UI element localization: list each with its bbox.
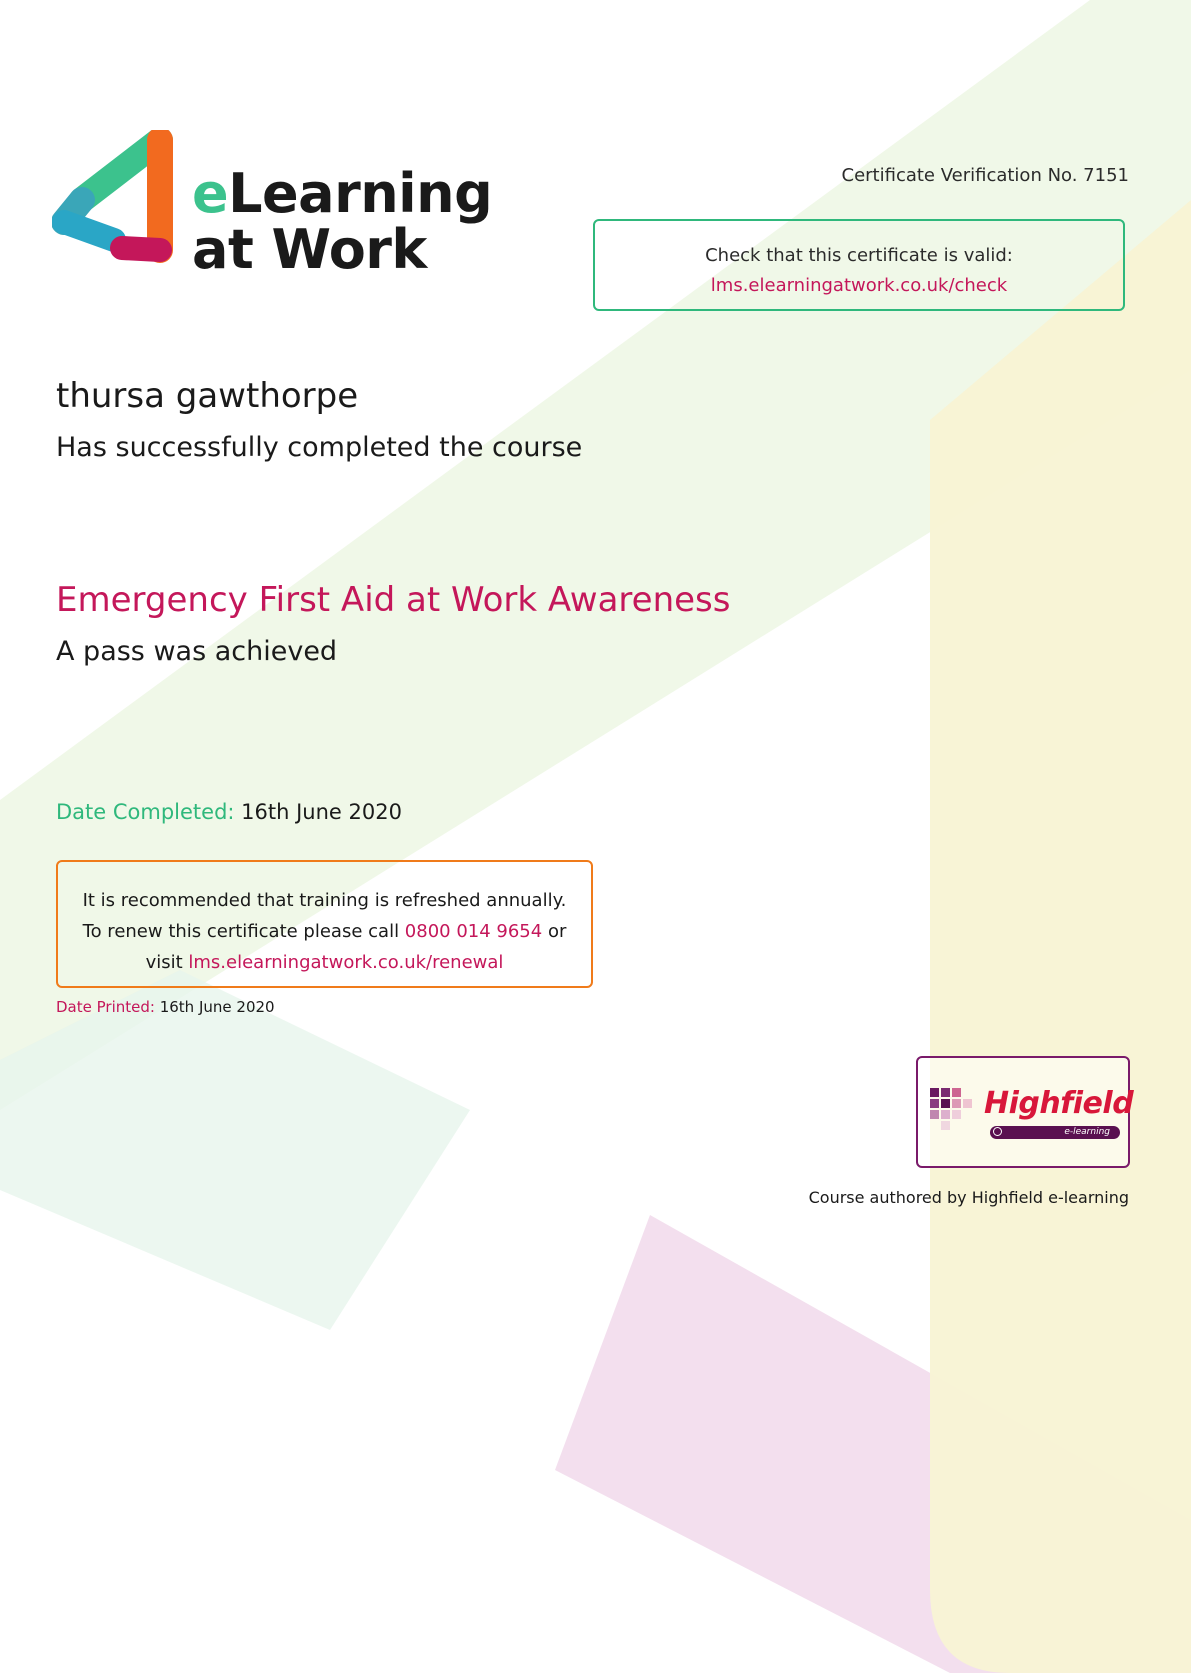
certificate-verification-number: Certificate Verification No. 7151	[841, 165, 1129, 186]
elearning-at-work-logo	[52, 130, 512, 290]
completion-statement: Has successfully completed the course	[56, 432, 583, 463]
course-result: A pass was achieved	[56, 636, 338, 667]
highfield-subtitle: e-learning	[1064, 1127, 1110, 1137]
renewal-phone-number[interactable]: 0800 014 9654	[404, 921, 543, 942]
highfield-subbar	[990, 1126, 1120, 1139]
course-author-caption: Course authored by Highfield e-learning	[808, 1188, 1129, 1207]
course-title: Emergency First Aid at Work Awareness	[56, 580, 731, 620]
highfield-wordmark: Highfield	[984, 1086, 1134, 1121]
renewal-url[interactable]: lms.elearningatwork.co.uk/renewal	[188, 952, 504, 973]
recipient-name: thursa gawthorpe	[56, 376, 359, 416]
renewal-line-3	[58, 947, 591, 978]
logo-wordmark	[192, 162, 493, 281]
renewal-box	[56, 860, 593, 988]
logo-learning-word: Learning	[228, 162, 493, 225]
date-completed-label: Date Completed:	[56, 800, 235, 824]
logo-e-letter: e	[192, 162, 229, 225]
date-completed	[56, 800, 402, 824]
date-completed-value: 16th June 2020	[241, 800, 402, 824]
highfield-logo-box	[916, 1056, 1134, 1168]
verification-box	[593, 219, 1125, 311]
date-printed-label: Date Printed:	[56, 998, 155, 1016]
logo-mark-icon	[52, 130, 182, 290]
renewal-line-2-suffix: or	[542, 921, 567, 942]
renewal-line-2	[58, 916, 591, 947]
verification-check-label: Check that this certificate is valid:	[705, 245, 1013, 266]
copyright-icon	[993, 1127, 1002, 1136]
highfield-grid-icon	[930, 1088, 976, 1134]
date-printed-value: 16th June 2020	[159, 998, 275, 1016]
renewal-line-2-prefix: To renew this certificate please call	[82, 921, 405, 942]
logo-at-work-word: at Work	[192, 218, 427, 281]
date-printed	[56, 998, 275, 1016]
renewal-line-3-prefix: visit	[145, 952, 189, 973]
verification-check-url[interactable]: lms.elearningatwork.co.uk/check	[710, 275, 1008, 296]
renewal-line-1: It is recommended that training is refreshed annually.	[82, 890, 567, 911]
